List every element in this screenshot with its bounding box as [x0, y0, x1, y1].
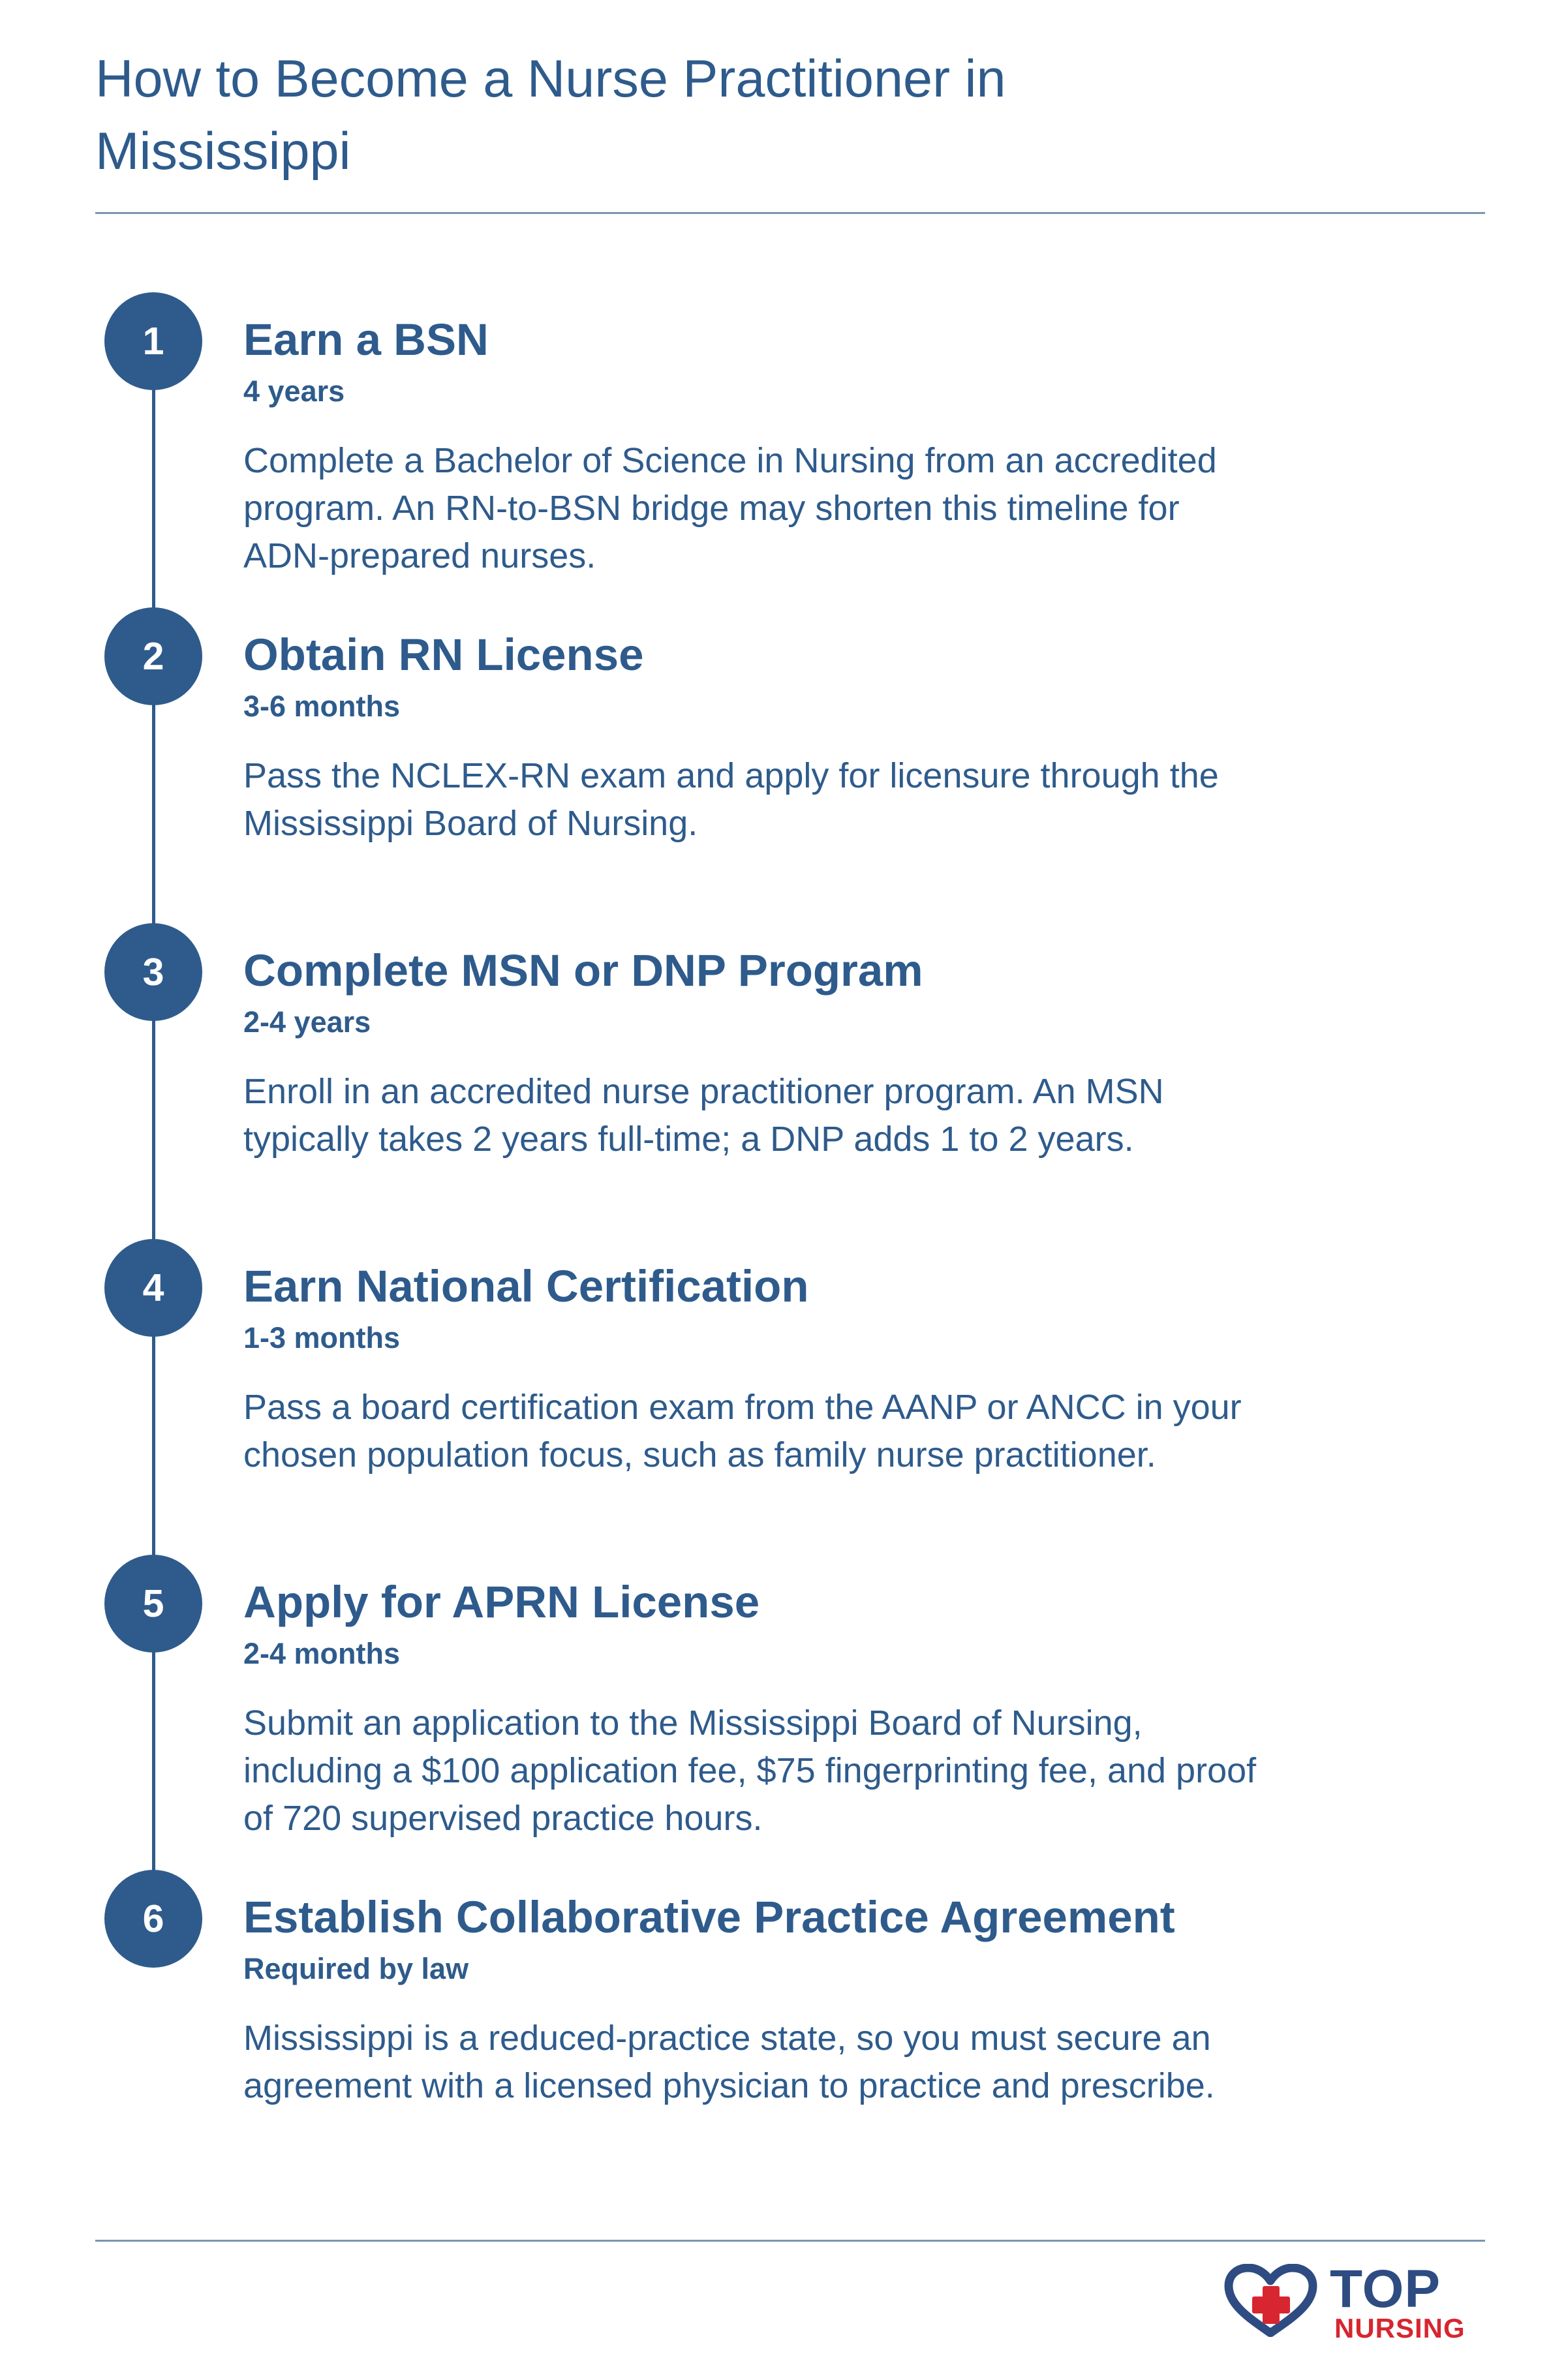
heart-cross-icon: [1223, 2264, 1318, 2337]
step-number-badge: 2: [104, 607, 202, 705]
footer-divider: [95, 2240, 1485, 2242]
step-title: Establish Collaborative Practice Agreement: [243, 1892, 1175, 1942]
step-number-badge: 4: [104, 1239, 202, 1337]
step-duration: 2-4 years: [243, 1005, 371, 1039]
step-description: Pass a board certification exam from the AANP or ANCC in your chosen population focus, such as family nurse practitioner.: [243, 1388, 1242, 1474]
step-title: Obtain RN License: [243, 630, 644, 680]
step-description: Complete a Bachelor of Science in Nursing from an accredited program. An RN-to-BSN bridge may shorten this timeline for ADN-prepared nurses.: [243, 441, 1217, 575]
step-title: Earn National Certification: [243, 1261, 809, 1311]
top-nursing-logo: [1223, 2259, 1484, 2343]
step-duration: 4 years: [243, 374, 345, 408]
step-description: Submit an application to the Mississippi Board of Nursing, including a $100 application fee, $75 fingerprinting fee, and proof of 720 supervised practice hours.: [243, 1703, 1257, 1838]
step-title: Earn a BSN: [243, 314, 489, 365]
step-number-badge: 1: [104, 292, 202, 390]
step-number-badge: 6: [104, 1870, 202, 1968]
step-description: Mississippi is a reduced-practice state, so you must secure an agreement with a licensed physician to practice and prescribe.: [243, 2019, 1215, 2105]
logo-wordmark-bottom: NURSING: [1334, 2313, 1466, 2343]
step-description: Pass the NCLEX-RN exam and apply for licensure through the Mississippi Board of Nursing.: [243, 756, 1219, 843]
step-duration: 3-6 months: [243, 690, 401, 723]
step-duration: 2-4 months: [243, 1637, 401, 1670]
step-number-badge: 5: [104, 1555, 202, 1653]
header-divider: [95, 212, 1485, 214]
logo-wordmark-top: TOP: [1330, 2259, 1441, 2319]
step-duration: Required by law: [243, 1952, 469, 1985]
step-number-badge: 3: [104, 923, 202, 1021]
page-title: How to Become a Nurse Practitioner in Mississippi: [95, 50, 1006, 181]
step-title: Complete MSN or DNP Program: [243, 945, 923, 996]
step-title: Apply for APRN License: [243, 1577, 760, 1627]
timeline-line: [152, 343, 155, 1921]
step-duration: 1-3 months: [243, 1321, 401, 1354]
step-description: Enroll in an accredited nurse practitioner program. An MSN typically takes 2 years full-time; a DNP adds 1 to 2 years.: [243, 1072, 1164, 1159]
